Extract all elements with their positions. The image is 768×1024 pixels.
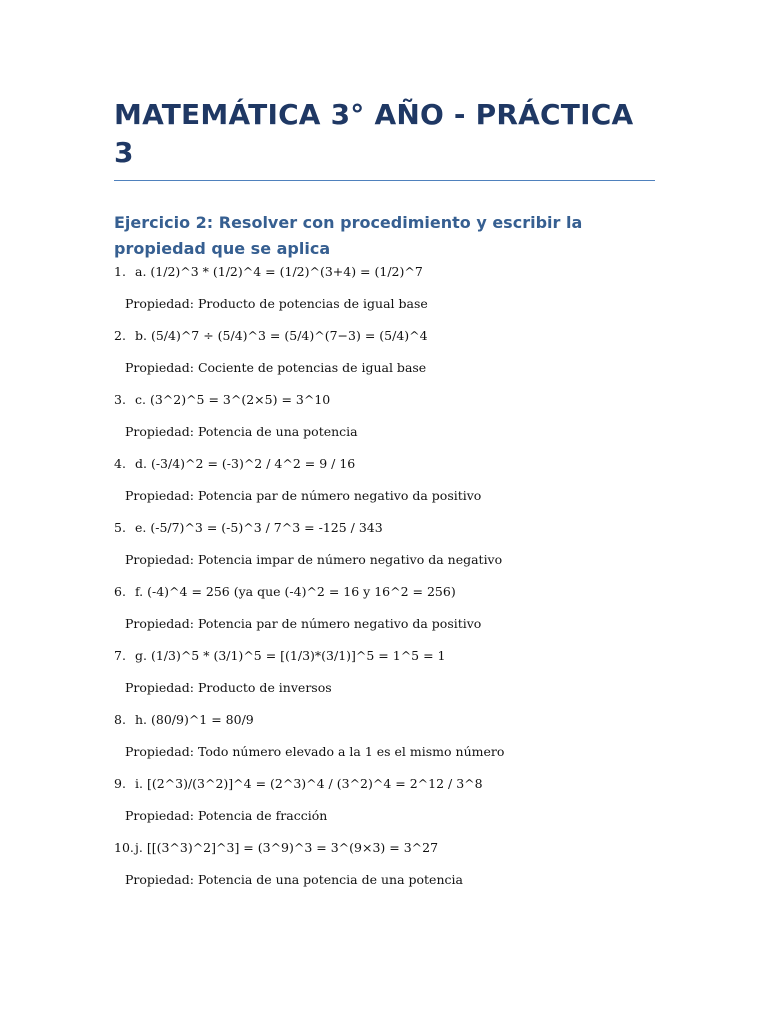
property-text: Propiedad: Producto de inversos [125,680,332,695]
property-text: Propiedad: Cociente de potencias de igual base [125,360,427,375]
equation-line [114,326,655,346]
list-item [114,454,655,506]
property-text: Propiedad: Potencia de fracción [125,808,328,823]
property-text: Propiedad: Potencia par de número negativo da positivo [125,488,482,503]
equation-text: h. (80/9)^1 = 80/9 [135,712,254,727]
equation-text: f. (-4)^4 = 256 (ya que (-4)^2 = 16 y 16^2 = 256) [135,584,456,599]
title-underline [114,180,655,181]
equation-text: c. (3^2)^5 = 3^(2×5) = 3^10 [135,392,331,407]
equation-text: j. [[(3^3)^2]^3] = (3^9)^3 = 3^(9×3) = 3^27 [135,840,439,855]
equation-line [114,390,655,410]
list-item [114,262,655,314]
item-number: 7. [114,648,126,663]
list-item [114,390,655,442]
equation-text: d. (-3/4)^2 = (-3)^2 / 4^2 = 9 / 16 [135,456,356,471]
list-item [114,518,655,570]
item-number: 1. [114,264,126,279]
item-number: 8. [114,712,126,727]
item-number: 3. [114,392,126,407]
list-item [114,710,655,762]
equation-text: g. (1/3)^5 * (3/1)^5 = [(1/3)*(3/1)]^5 = 1^5 = 1 [135,648,446,663]
property-text: Propiedad: Todo número elevado a la 1 es el mismo número [125,744,505,759]
equation-line [114,774,655,794]
equation-text: i. [(2^3)/(3^2)]^4 = (2^3)^4 / (3^2)^4 = 2^12 / 3^8 [135,776,483,791]
item-number: 6. [114,584,126,599]
property-text: Propiedad: Potencia de una potencia [125,424,358,439]
equation-text: b. (5/4)^7 ÷ (5/4)^3 = (5/4)^(7−3) = (5/4)^4 [135,328,428,343]
equation-line [114,454,655,474]
item-number: 5. [114,520,126,535]
equation-text: a. (1/2)^3 * (1/2)^4 = (1/2)^(3+4) = (1/2)^7 [135,264,423,279]
item-number: 9. [114,776,126,791]
property-text: Propiedad: Producto de potencias de igual base [125,296,428,311]
document-title: MATEMÁTICA 3° AÑO - PRÁCTICA 3 [114,98,634,169]
document-page [114,96,655,902]
equation-line [114,582,655,602]
equation-line [114,262,655,282]
item-number: 4. [114,456,126,471]
list-item [114,326,655,378]
property-text: Propiedad: Potencia impar de número negativo da negativo [125,552,503,567]
item-number: 10. [114,840,134,855]
list-item [114,774,655,826]
equation-line [114,518,655,538]
list-item [114,646,655,698]
property-text: Propiedad: Potencia de una potencia de una potencia [125,872,463,887]
item-number: 2. [114,328,126,343]
exercise-list [114,262,655,890]
list-item [114,838,655,890]
list-item [114,582,655,634]
equation-text: e. (-5/7)^3 = (-5)^3 / 7^3 = -125 / 343 [135,520,383,535]
equation-line [114,710,655,730]
property-text: Propiedad: Potencia par de número negativo da positivo [125,616,482,631]
equation-line [114,646,655,666]
exercise-heading: Ejercicio 2: Resolver con procedimiento y escribir la propiedad que se aplica [114,213,583,258]
equation-line [114,838,655,858]
